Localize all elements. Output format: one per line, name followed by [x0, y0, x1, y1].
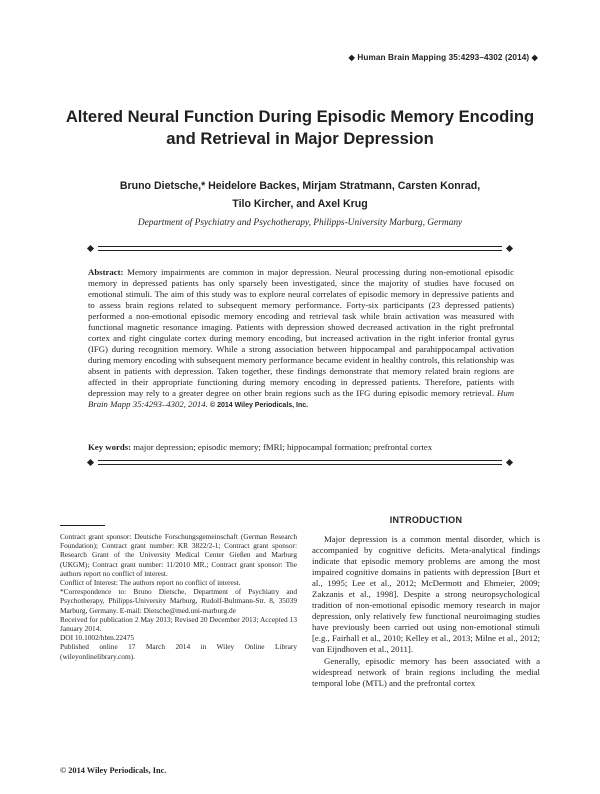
introduction-heading: INTRODUCTION [389, 515, 463, 525]
diamond-icon [87, 245, 94, 252]
grant-footnote: Contract grant sponsor: Deutsche Forschungsgemeinschaft (German Research Foundation); Contract grant number: KR 3822/2-1; Contract grant sponsor: Research Grant of the University Medical Center Gießen and Marburg (UKGM); Contract grant number: 11/2010 MR.; Contract grant sponsor: The authors report no conflict of interest. [60, 532, 297, 578]
intro-paragraph-2: Generally, episodic memory has been associated with a widespread network of brain regions including the medial temporal lobe (MTL) and the prefrontal cortex [312, 655, 540, 688]
footnotes [60, 532, 297, 661]
diamond-icon [506, 459, 513, 466]
keywords-label: Key words: [88, 442, 132, 452]
received-footnote: Received for publication 2 May 2013; Revised 20 December 2013; Accepted 13 January 2014. [60, 614, 297, 634]
article-title: Altered Neural Function During Episodic Memory Encoding and Retrieval in Major Depression [65, 107, 535, 148]
correspondence-footnote: *Correspondence to: Bruno Dietsche, Department of Psychiatry and Psychotherapy, Philipps-University Marburg, Rudolf-Bultmann-Str. 8, 35039 Marburg, Germany. E-mail: Dietsche@med.uni-marburg.de [60, 587, 297, 615]
doi-footnote: DOI 10.1002/hbm.22475 [60, 633, 135, 643]
double-rule-bottom [88, 457, 512, 469]
published-footnote: Published online 17 March 2014 in Wiley Online Library (wileyonlinelibrary.com). [60, 642, 297, 661]
abstract [88, 267, 514, 411]
page-copyright: © 2014 Wiley Periodicals, Inc. [60, 766, 167, 775]
keywords-text: major depression; episodic memory; fMRI; hippocampal formation; prefrontal cortex [133, 442, 433, 452]
author-line-1: Bruno Dietsche,* Heidelore Backes, Mirjam Stratmann, Carsten Konrad, [119, 180, 481, 192]
footnote-rule [60, 525, 105, 526]
diamond-icon [87, 459, 94, 466]
abstract-citation: Hum Brain Mapp 35:4293–4302, 2014. [88, 388, 515, 409]
keywords [88, 442, 514, 453]
author-line-2: Tilo Kircher, and Axel Krug [232, 198, 368, 210]
double-rule-top [88, 243, 512, 255]
affiliation: Department of Psychiatry and Psychotherapy, Philipps-University Marburg, Germany [137, 218, 463, 228]
author-list [70, 177, 530, 213]
intro-paragraph-1: Major depression is a common mental disorder, which is accompanied by cognitive deficits. Meta-analytical findings indicate that episodic memory problems are among the most impaired cognitive domains in patients with depression [Burt et al., 1995; Lee et al., 2012; McDermott and Ebmeier, 2009; Zakzanis et al., 1998]. Despite a strong neuropsychological tradition of non-emotional episodic memory research in major depression, only relatively few functional neuroimaging studies have previously been carried out using non-emotional stimuli [e.g., Fairhall et al., 2010; Kelley et al., 2013; Milne et al., 2012; van Eijndhoven et al., 2011]. [312, 534, 540, 655]
abstract-label: Abstract: [88, 267, 124, 277]
abstract-text: Memory impairments are common in major depression. Neural processing during non-emotional episodic memory in depressed patients has only sparsely been investigated, since the majority of studies have focused on emotional stimuli. The aim of this study was to explore neural correlates of episodic memory in depressive patients and to assess brain regions related to subsequent memory performance. Forty-six participants (23 depressed patients) performed a non-emotional episodic memory encoding and retrieval task while brain activation was measured with functional magnetic resonance imaging. Patients with depression showed decreased activation in the right prefrontal cortex and right cingulate cortex during memory encoding, but increased activation in the right inferior frontal gyrus (IFG) during recognition memory. While a strong association between hippocampal and parahippocampal activation during memory encoding with subsequent memory performance became evident in healthy controls, this relationship was absent in patients with depression. Taken together, these findings demonstrate that memory related brain regions are affected in their appropriate functioning during memory encoding in depressed patients. Therefore, patients with depression may rely to a greater degree on other brain regions such as the IFG during episodic memory retrieval. [88, 267, 514, 398]
running-head: ◆ Human Brain Mapping 35:4293–4302 (2014) ◆ [348, 53, 538, 62]
diamond-icon [506, 245, 513, 252]
conflict-footnote: Conflict of Interest: The authors report no conflict of interest. [60, 578, 241, 588]
introduction-body [312, 534, 540, 689]
abstract-copyright: © 2014 Wiley Periodicals, Inc. [210, 402, 309, 409]
